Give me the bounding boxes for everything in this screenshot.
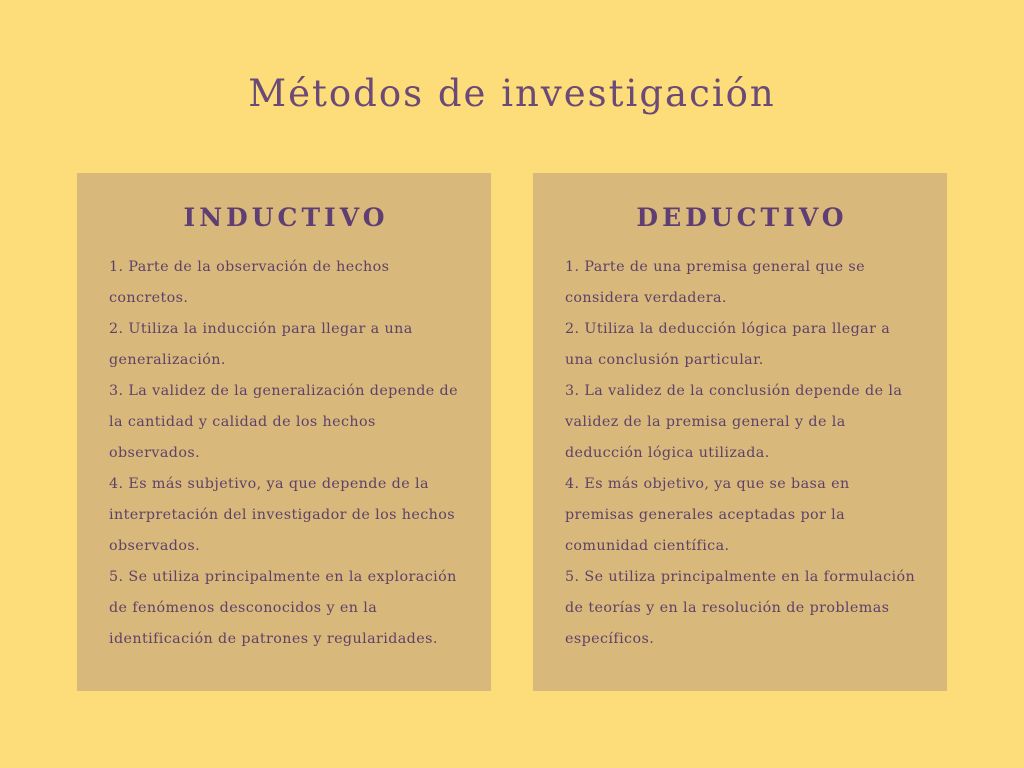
deductivo-heading: DEDUCTIVO [636, 203, 848, 232]
deductivo-item-5: 5. Se utiliza principalmente en la formulación de teorías y en la resolución de problemas específicos. [565, 569, 916, 647]
inductivo-item-1: 1. Parte de la observación de hechos concretos. [109, 259, 390, 306]
inductivo-item-3: 3. La validez de la generalización depende de la cantidad y calidad de los hechos observados. [109, 383, 458, 461]
deductivo-item-4: 4. Es más objetivo, ya que se basa en premisas generales aceptadas por la comunidad científica. [565, 476, 850, 554]
deductivo-item-2: 2. Utiliza la deducción lógica para llegar a una conclusión particular. [565, 321, 891, 368]
page-title: Métodos de investigación [248, 72, 776, 115]
inductivo-card [77, 173, 491, 691]
deductivo-item-1: 1. Parte de una premisa general que se considera verdadera. [565, 259, 866, 306]
inductivo-item-4: 4. Es más subjetivo, ya que depende de la interpretación del investigador de los hechos observados. [109, 476, 456, 554]
inductivo-item-2: 2. Utiliza la inducción para llegar a una generalización. [109, 321, 413, 368]
deductivo-item-3: 3. La validez de la conclusión depende de la validez de la premisa general y de la deducción lógica utilizada. [565, 383, 903, 461]
inductivo-heading: INDUCTIVO [183, 203, 389, 232]
deductivo-list [565, 252, 919, 655]
inductivo-item-5: 5. Se utiliza principalmente en la exploración de fenómenos desconocidos y en la identificación de patrones y regularidades. [109, 569, 457, 647]
inductivo-list [109, 252, 463, 655]
deductivo-card [533, 173, 947, 691]
